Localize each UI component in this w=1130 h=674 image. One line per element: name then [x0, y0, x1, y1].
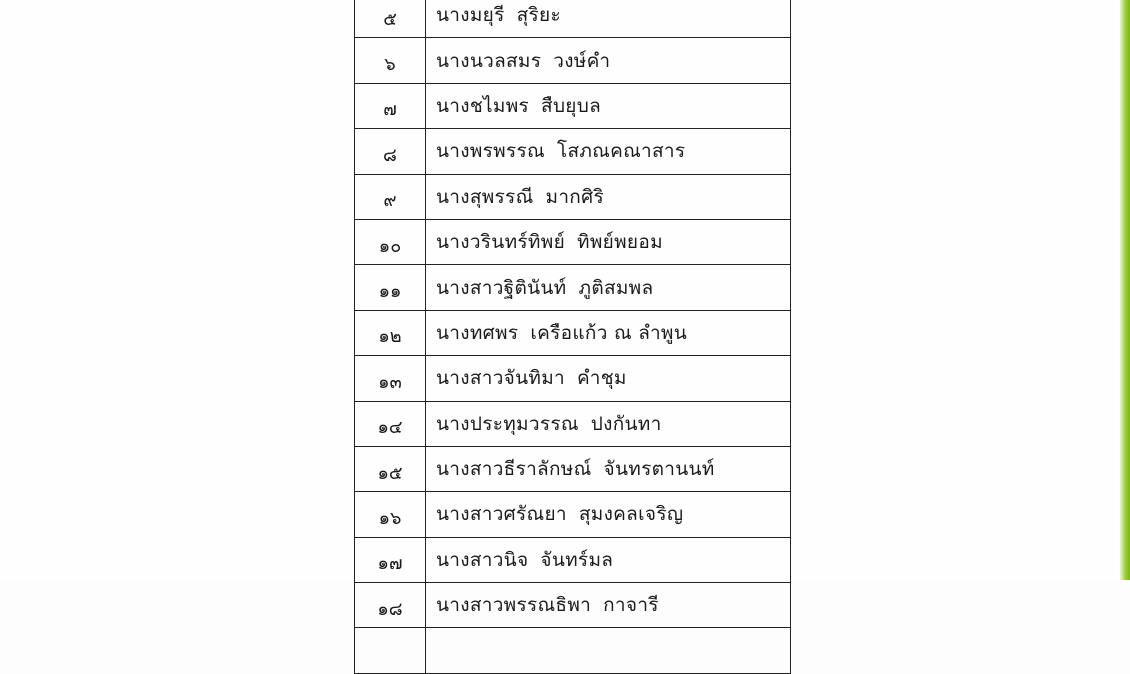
table-row [355, 310, 791, 355]
row-number: ๑๑ [355, 265, 426, 310]
surname: ภูติสมพล [578, 276, 654, 299]
row-number: ๖ [355, 38, 426, 83]
surname: คำชุม [577, 367, 627, 390]
given-name: นางสาวนิจ [436, 548, 529, 571]
table-row [355, 0, 791, 38]
given-name: นางสุพรรณี [436, 185, 534, 208]
full-name-cell [426, 38, 791, 83]
table-row [355, 446, 791, 491]
full-name-cell [426, 83, 791, 128]
full-name-cell [426, 265, 791, 310]
full-name-cell [426, 0, 791, 38]
surname: สืบยุบล [541, 94, 602, 117]
table-row [355, 38, 791, 83]
surname: กาจารี [603, 594, 659, 617]
names-table-body [355, 0, 791, 673]
full-name-cell [426, 129, 791, 174]
table-row [355, 83, 791, 128]
row-number: ๕ [355, 0, 426, 38]
full-name-cell [426, 492, 791, 537]
page-edge-strip [1120, 0, 1130, 580]
given-name: นางพรพรรณ [436, 140, 545, 163]
row-number: ๑๗ [355, 537, 426, 582]
surname: สุริยะ [516, 4, 561, 27]
surname: โสภณคณาสาร [556, 140, 686, 163]
row-number: ๑๕ [355, 446, 426, 491]
row-number: ๑๓ [355, 356, 426, 401]
row-number: ๑๘ [355, 583, 426, 628]
row-number: ๑๔ [355, 401, 426, 446]
row-number: ๑๖ [355, 492, 426, 537]
row-number [355, 628, 426, 673]
row-number: ๑๒ [355, 310, 426, 355]
row-number: ๗ [355, 83, 426, 128]
surname: มากศิริ [545, 185, 604, 208]
full-name-cell [426, 219, 791, 264]
table-row [355, 628, 791, 673]
table-row [355, 356, 791, 401]
table-row [355, 583, 791, 628]
table-row [355, 174, 791, 219]
names-table [354, 0, 791, 674]
table-row [355, 401, 791, 446]
given-name: นางสาวศรัณยา [436, 503, 567, 526]
given-name: นางประทุมวรรณ [436, 412, 579, 435]
given-name: นางสาวฐิตินันท์ [436, 276, 567, 299]
surname: จันทร์มล [540, 548, 614, 571]
given-name: นางสาวจันทิมา [436, 367, 566, 390]
surname: จันทรตานนท์ [603, 458, 715, 481]
given-name: นางสาวพรรณธิพา [436, 594, 592, 617]
surname: ปงกันทา [590, 412, 662, 435]
full-name-cell [426, 583, 791, 628]
full-name-cell [426, 537, 791, 582]
given-name: นางวรินทร์ทิพย์ [436, 231, 566, 254]
full-name-cell [426, 174, 791, 219]
full-name-cell [426, 628, 791, 673]
full-name-cell [426, 356, 791, 401]
given-name: นางนวลสมร [436, 49, 542, 72]
surname: วงษ์คำ [553, 49, 611, 72]
row-number: ๑๐ [355, 219, 426, 264]
table-row [355, 265, 791, 310]
table-row [355, 129, 791, 174]
table-row [355, 492, 791, 537]
full-name-cell [426, 310, 791, 355]
given-name: นางมยุรี [436, 4, 505, 27]
row-number: ๙ [355, 174, 426, 219]
table-row [355, 537, 791, 582]
full-name-cell [426, 401, 791, 446]
full-name-cell [426, 446, 791, 491]
given-name: นางทศพร [436, 321, 519, 344]
given-name: นางสาวธีราลักษณ์ [436, 458, 592, 481]
surname: ทิพย์พยอม [577, 231, 663, 254]
surname: สุมงคลเจริญ [578, 503, 684, 526]
surname: เครือแก้ว ณ ลำพูน [530, 321, 688, 344]
table-row [355, 219, 791, 264]
given-name: นางชไมพร [436, 94, 530, 117]
row-number: ๘ [355, 129, 426, 174]
